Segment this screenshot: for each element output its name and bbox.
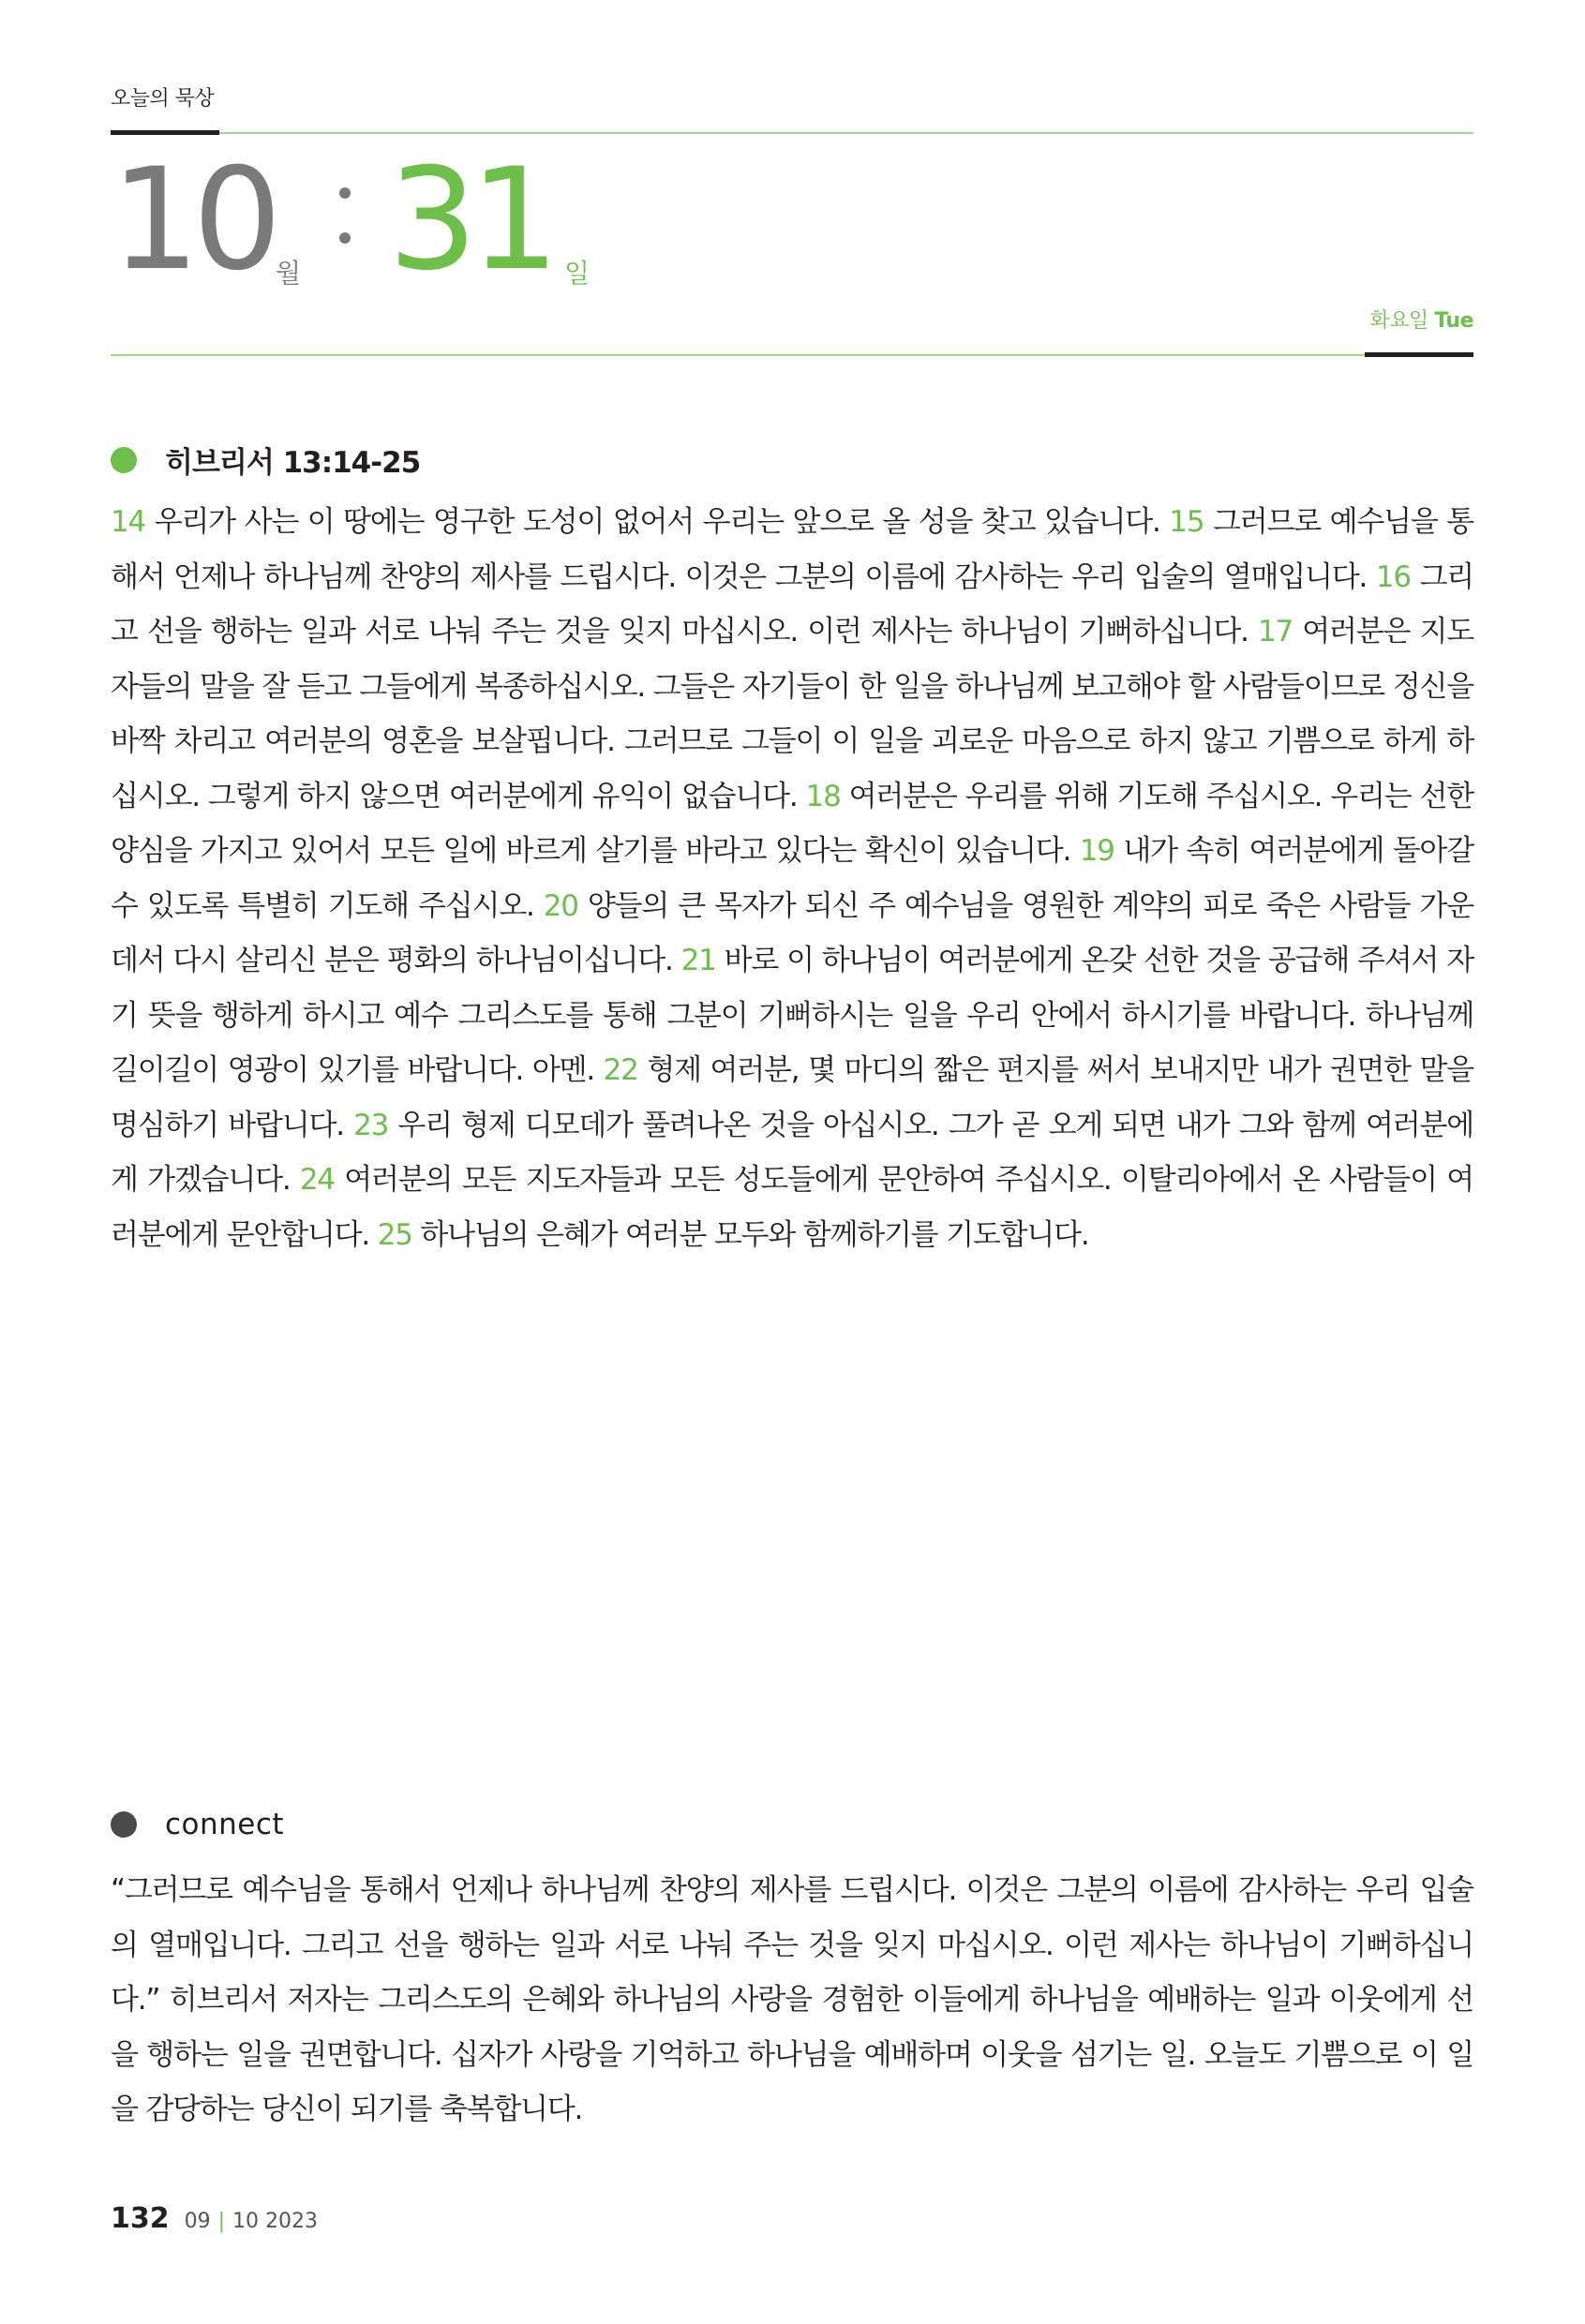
verse-number: 14 [111, 505, 146, 539]
top-divider [111, 132, 1473, 134]
weekday-korean: 화요일 [1369, 309, 1428, 333]
header-bottom-divider-accent [1365, 352, 1473, 357]
connect-title: connect [165, 1808, 285, 1841]
date-colon [339, 187, 352, 253]
verse-text: 여러분은 지도자들의 말을 잘 듣고 그들에게 복종하십시오. 그들은 자기들이 한 일을 하나님께 보고해야 할 사람들이므로 정신을 바짝 차리고 여러분의 영혼을 보살핍니다. 그러므로 그들이 이 일을 괴로운 마음으로 하지 않고 기쁨으로 하게 하십시오. 그렇게 하지 않으면 여러분에게 유익이 없습니다. [111, 615, 1473, 813]
page-footer [111, 2202, 318, 2235]
issue-info [185, 2210, 318, 2233]
verse-number: 20 [543, 888, 578, 923]
weekday-english: Tue [1434, 309, 1473, 333]
verse-number: 19 [1079, 834, 1114, 868]
day-number: 31 [388, 139, 552, 302]
verse-number: 18 [805, 779, 841, 813]
verse-text: 양들의 큰 목자가 되신 주 예수님을 영원한 계약의 피로 죽은 사람들 가운데서 다시 살리신 분은 평화의 하나님이십니다. [111, 888, 1473, 977]
verse-text: 우리가 사는 이 땅에는 영구한 도성이 없어서 우리는 앞으로 올 성을 찾고 있습니다. [145, 505, 1170, 539]
passage-reference: 히브리서 13:14-25 [165, 446, 421, 480]
verse-text: 하나님의 은혜가 여러분 모두와 함께하기를 기도합니다. [411, 1217, 1089, 1252]
month-number: 10 [111, 139, 275, 302]
issue-separator: | [217, 2210, 226, 2233]
verse-text: 여러분은 우리를 위해 기도해 주십시오. 우리는 선한 양심을 가지고 있어서 모든 일에 바르게 살기를 바라고 있다는 확신이 있습니다. [111, 779, 1473, 868]
connect-text: “그러므로 예수님을 통해서 언제나 하나님께 찬양의 제사를 드립시다. 이것은 그분의 이름에 감사하는 우리 입술의 열매입니다. 그리고 선을 행하는 일과 서로 나눠 주는 것을 잊지 마십시오. 이런 제사는 하나님이 기뻐하십니다.” 히브리서 저자는 그리스도의 은혜와 하나님의 사랑을 경험한 이들에게 하나님을 예배하는 일과 이웃에게 선을 행하는 일을 권면합니다. 십자가 사랑을 기억하고 하나님을 예배하며 이웃을 섬기는 일. 오늘도 기쁨으로 이 일을 감당하는 당신이 되기를 축복합니다. [111, 1873, 1473, 2126]
verse-number: 24 [299, 1163, 335, 1197]
bullet-dot-icon [111, 447, 137, 473]
verse-number: 17 [1258, 615, 1293, 648]
verse-text: 여러분의 모든 지도자들과 모든 성도들에게 문안하여 주십시오. 이탈리아에서 온 사람들이 여러분에게 문안합니다. [111, 1163, 1473, 1252]
verse-number: 16 [1375, 559, 1411, 594]
verse-number: 15 [1169, 505, 1204, 539]
top-divider-accent [111, 130, 219, 135]
verse-number: 23 [353, 1108, 389, 1142]
passage-heading [111, 439, 420, 481]
date-display [111, 139, 1473, 302]
verse-number: 22 [603, 1053, 638, 1087]
bullet-dot-icon [111, 1811, 137, 1838]
verse-text: 그러므로 예수님을 통해서 언제나 하나님께 찬양의 제사를 드립시다. 이것은 그분의 이름에 감사하는 우리 입술의 열매입니다. [111, 505, 1473, 594]
issue-year: 10 2023 [232, 2210, 319, 2233]
weekday-label [1370, 305, 1473, 334]
month-unit: 월 [276, 258, 302, 289]
verse-text: 우리 형제 디모데가 풀려나온 것을 아십시오. 그가 곧 오게 되면 내가 그와 함께 여러분에게 가겠습니다. [111, 1108, 1473, 1197]
day-unit: 일 [564, 258, 591, 289]
header-bottom-divider [111, 354, 1473, 356]
verse-text: 바로 이 하나님이 여러분에게 온갖 선한 것을 공급해 주셔서 자기 뜻을 행하게 하시고 예수 그리스도를 통해 그분이 기뻐하시는 일을 우리 안에서 하시기를 바랍니다. 하나님께 길이길이 영광이 있기를 바랍니다. 아멘. [111, 944, 1473, 1087]
verse-number: 21 [680, 944, 716, 977]
verse-number: 25 [377, 1217, 412, 1252]
issue-months: 09 [184, 2210, 211, 2233]
scripture-text [111, 495, 1473, 1262]
verse-text: 내가 속히 여러분에게 돌아갈 수 있도록 특별히 기도해 주십시오. [111, 834, 1473, 923]
verse-text: 그리고 선을 행하는 일과 서로 나눠 주는 것을 잊지 마십시오. 이런 제사는 하나님이 기뻐하십니다. [111, 559, 1473, 648]
section-label: 오늘의 묵상 [111, 87, 215, 111]
page-number: 132 [111, 2202, 170, 2235]
verse-text: 형제 여러분, 몇 마디의 짧은 편지를 써서 보내지만 내가 권면한 말을 명심하기 바랍니다. [111, 1053, 1473, 1142]
connect-heading [111, 1808, 284, 1841]
